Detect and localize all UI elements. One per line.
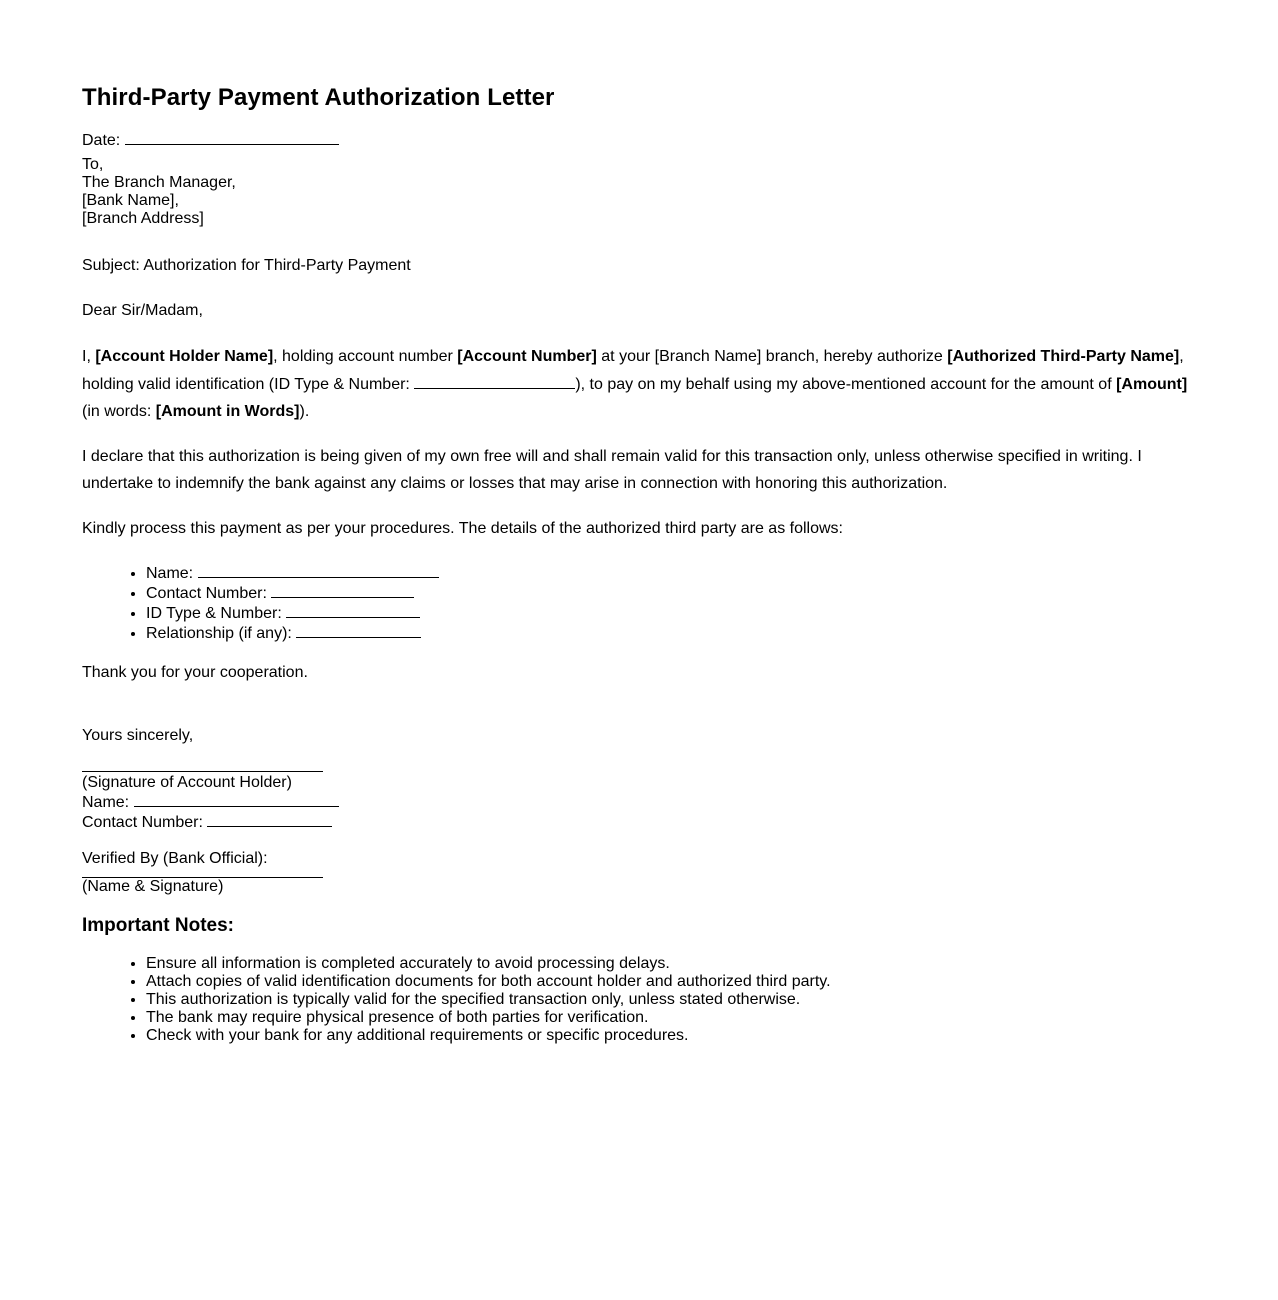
para1-text: ). <box>299 403 310 420</box>
para1-text: (in words: <box>82 403 156 420</box>
signature-block <box>82 774 1196 832</box>
signature-caption: (Signature of Account Holder) <box>82 774 292 791</box>
salutation: Dear Sir/Madam, <box>82 302 203 319</box>
important-notes-list <box>82 955 1196 1045</box>
signer-name-line <box>82 792 1196 812</box>
list-item: • Ensure all information is completed accurately to avoid processing delays. <box>146 955 1196 973</box>
detail-id-label: ID Type & Number: <box>146 605 282 622</box>
thanks-line: Thank you for your cooperation. <box>82 664 308 681</box>
list-item: • Check with your bank for any additional requirements or specific procedures. <box>146 1027 1196 1045</box>
detail-contact-label: Contact Number: <box>146 585 267 602</box>
list-item: • Attach copies of valid identification documents for both account holder and authorized third party. <box>146 973 1196 991</box>
signer-name-blank <box>134 792 339 807</box>
address-to: To, <box>82 156 104 173</box>
detail-contact-blank <box>271 583 414 598</box>
signer-contact-label: Contact Number: <box>82 814 203 831</box>
id-number-blank <box>414 374 575 389</box>
detail-id-blank <box>286 603 420 618</box>
page-title: Third-Party Payment Authorization Letter <box>82 84 555 111</box>
list-item <box>146 623 1196 643</box>
signer-name-label: Name: <box>82 794 130 811</box>
closing-line: Yours sincerely, <box>82 727 194 744</box>
third-party-placeholder: [Authorized Third-Party Name] <box>947 348 1180 365</box>
list-item: • The bank may require physical presence of both parties for verification. <box>146 1009 1196 1027</box>
verified-by-label: Verified By (Bank Official): <box>82 850 268 867</box>
address-bank: [Bank Name], <box>82 192 179 209</box>
amount-words-placeholder: [Amount in Words] <box>155 403 300 420</box>
date-label: Date: <box>82 132 121 149</box>
signature-line <box>82 771 323 772</box>
subject-line: Subject: Authorization for Third-Party Payment <box>82 257 411 274</box>
list-item <box>146 603 1196 623</box>
declaration-paragraph: I declare that this authorization is being given of my own free will and shall remain valid for this transaction only, unless otherwise specified in writing. I undertake to indemnify the bank against any claims or losses that may arise in connection with honoring this authorization. <box>82 447 1142 492</box>
detail-relationship-blank <box>296 623 421 638</box>
process-paragraph: Kindly process this payment as per your procedures. The details of the authorized third party are as follows: <box>82 519 843 537</box>
detail-name-label: Name: <box>146 565 194 582</box>
list-item: • This authorization is typically valid for the specified transaction only, unless stated otherwise. <box>146 991 1196 1009</box>
date-blank <box>125 130 339 145</box>
authorization-paragraph <box>82 343 1196 426</box>
para1-text: , holding valid identification (ID Type & Number: <box>82 348 1184 393</box>
recipient-address <box>82 156 1196 228</box>
third-party-details-list <box>82 563 1196 643</box>
list-item <box>146 583 1196 603</box>
address-branch: [Branch Address] <box>82 210 204 227</box>
para1-text: at your [Branch Name] branch, hereby authorize <box>596 348 948 365</box>
notes-heading: Important Notes: <box>82 915 234 936</box>
signer-contact-line <box>82 812 1196 832</box>
para1-text: I, <box>82 348 96 365</box>
detail-name-blank <box>198 563 439 578</box>
account-holder-placeholder: [Account Holder Name] <box>95 348 274 365</box>
para1-text: ), to pay on my behalf using my above-mentioned account for the amount of <box>575 375 1117 393</box>
para1-text: , holding account number <box>273 348 458 365</box>
account-number-placeholder: [Account Number] <box>457 348 597 365</box>
list-item <box>146 563 1196 583</box>
signer-contact-blank <box>207 812 332 827</box>
amount-placeholder: [Amount] <box>1116 375 1188 393</box>
date-line <box>82 130 1196 150</box>
detail-relationship-label: Relationship (if any): <box>146 625 292 642</box>
address-manager: The Branch Manager, <box>82 174 236 191</box>
verification-caption: (Name & Signature) <box>82 878 224 895</box>
